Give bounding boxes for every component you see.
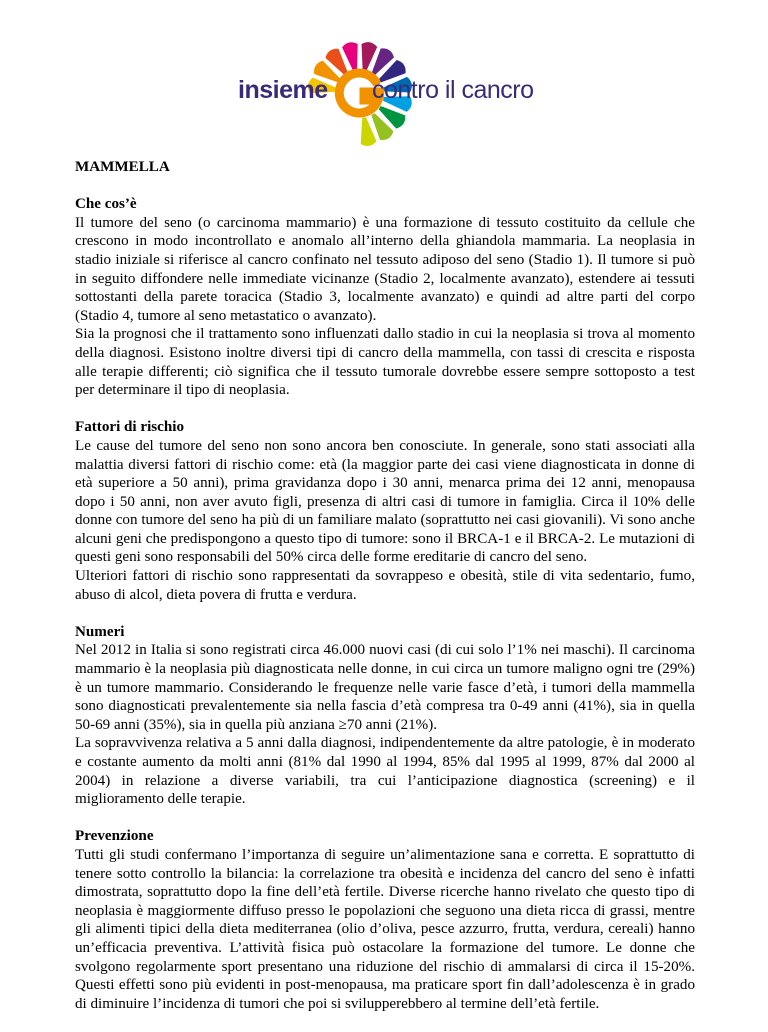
section-prevenzione xyxy=(75,827,695,1013)
paragraph: Il tumore del seno (o carcinoma mammario) è una formazione di tessuto costituito da cellule che crescono in modo incontrollato e anomalo all’interno della ghiandola mammaria. La neoplasia in stadio iniziale si riferisce al cancro confinato nel tessuto adiposo del seno (Stadio 1). Il tumore si può in seguito diffondere nelle immediate vicinanze (Stadio 2, localmente avanzato), estendere ai tessuti sottostanti della parete toracica (Stadio 3, localmente avanzato) e quindi ad altre parti del corpo (Stadio 4, tumore al seno metastatico o avanzato). xyxy=(75,214,695,324)
paragraph: Ulteriori fattori di rischio sono rappresentati da sovrappeso e obesità, stile di vita sedentario, fumo, abuso di alcol, dieta povera di frutta e verdura. xyxy=(75,568,695,603)
section-numeri xyxy=(75,623,695,809)
section-heading: Fattori di rischio xyxy=(75,419,184,436)
document-body xyxy=(75,158,695,1032)
logo xyxy=(232,42,542,152)
section-heading: Che cos’è xyxy=(75,196,137,213)
logo-text-contro-il-cancro: contro il cancro xyxy=(372,76,534,104)
paragraph: Nel 2012 in Italia si sono registrati circa 46.000 nuovi casi (di cui solo l’1% nei maschi). Il carcinoma mammario è la neoplasia più diagnosticata nelle donne, in cui circa un tumore maligno ogni tre (29%) è un tumore mammario. Considerando le frequenze nelle varie fasce d’età, i tumori della mammella sono diagnosticati prevalentemente sia nella fascia d’età compresa tra 0-49 anni (41%), sia in quella 50-69 anni (35%), sia in quella più anziana ≥70 anni (21%). xyxy=(75,642,695,733)
paragraph: Sia la prognosi che il trattamento sono influenzati dallo stadio in cui la neoplasia si trova al momento della diagnosi. Esistono inoltre diversi tipi di cancro della mammella, con tassi di crescita e risposta alle terapie differenti; ciò significa che il tessuto tumorale dovrebbe essere sempre sottoposto a test per determinare il tipo di neoplasia. xyxy=(75,326,695,399)
logo-text-insieme: insieme xyxy=(238,76,328,104)
paragraph: Le cause del tumore del seno non sono ancora ben conosciute. In generale, sono stati associati alla malattia diversi fattori di rischio come: età (la maggior parte dei casi viene diagnosticata in donne di età superiore a 50 anni), prima gravidanza dopo i 30 anni, menarca prima dei 12 anni, menopausa dopo i 50 anni, non aver avuto figli, presenza di altri casi di tumore in famiglia. Circa il 10% delle donne con tumore del seno ha più di un familiare malato (soprattutto nei casi giovanili). Vi sono anche alcuni geni che predispongono a questo tipo di tumore: sono il BRCA-1 e il BRCA-2. Le mutazioni di questi geni sono responsabili del 50% circa delle forme ereditarie di cancro del seno. xyxy=(75,437,695,566)
section-fattori-di-rischio xyxy=(75,418,695,604)
paragraph: La sopravvivenza relativa a 5 anni dalla diagnosi, indipendentemente da altre patologie, è in moderato e costante aumento da molti anni (81% dal 1990 al 1994, 85% dal 1995 al 1999, 87% dal 2000 al 2004) in relazione a diverse variabili, tra cui l’anticipazione diagnostica (screening) e il miglioramento delle terapie. xyxy=(75,735,695,808)
section-heading: Numeri xyxy=(75,623,125,640)
document-title: MAMMELLA xyxy=(75,159,170,175)
paragraph: Tutti gli studi confermano l’importanza di seguire un’alimentazione sana e corretta. E soprattutto di tenere sotto controllo la bilancia: la correlazione tra obesità e incidenza del cancro del seno è infatti dimostrata, soprattutto dopo la fine dell’età fertile. Diverse ricerche hanno rivelato che questo tipo di neoplasia è maggiormente diffuso presso le popolazioni che seguono una dieta ricca di grassi, mentre gli alimenti tipici della dieta mediterranea (olio d’oliva, pesce azzurro, frutta, verdura, cereali) hanno un’efficacia preventiva. L’attività fisica può ostacolare la formazione del tumore. Le donne che svolgono regolarmente sport presentano una riduzione del rischio di ammalarsi di circa il 15-20%. Questi effetti sono più evidenti in post-menopausa, ma praticare sport fin dall’adolescenza è in grado di diminuire l’incidenza di tumori che poi si svilupperebbero al termine dell’età fertile. xyxy=(75,846,695,1012)
section-che-cose xyxy=(75,195,695,400)
section-heading: Prevenzione xyxy=(75,828,154,845)
